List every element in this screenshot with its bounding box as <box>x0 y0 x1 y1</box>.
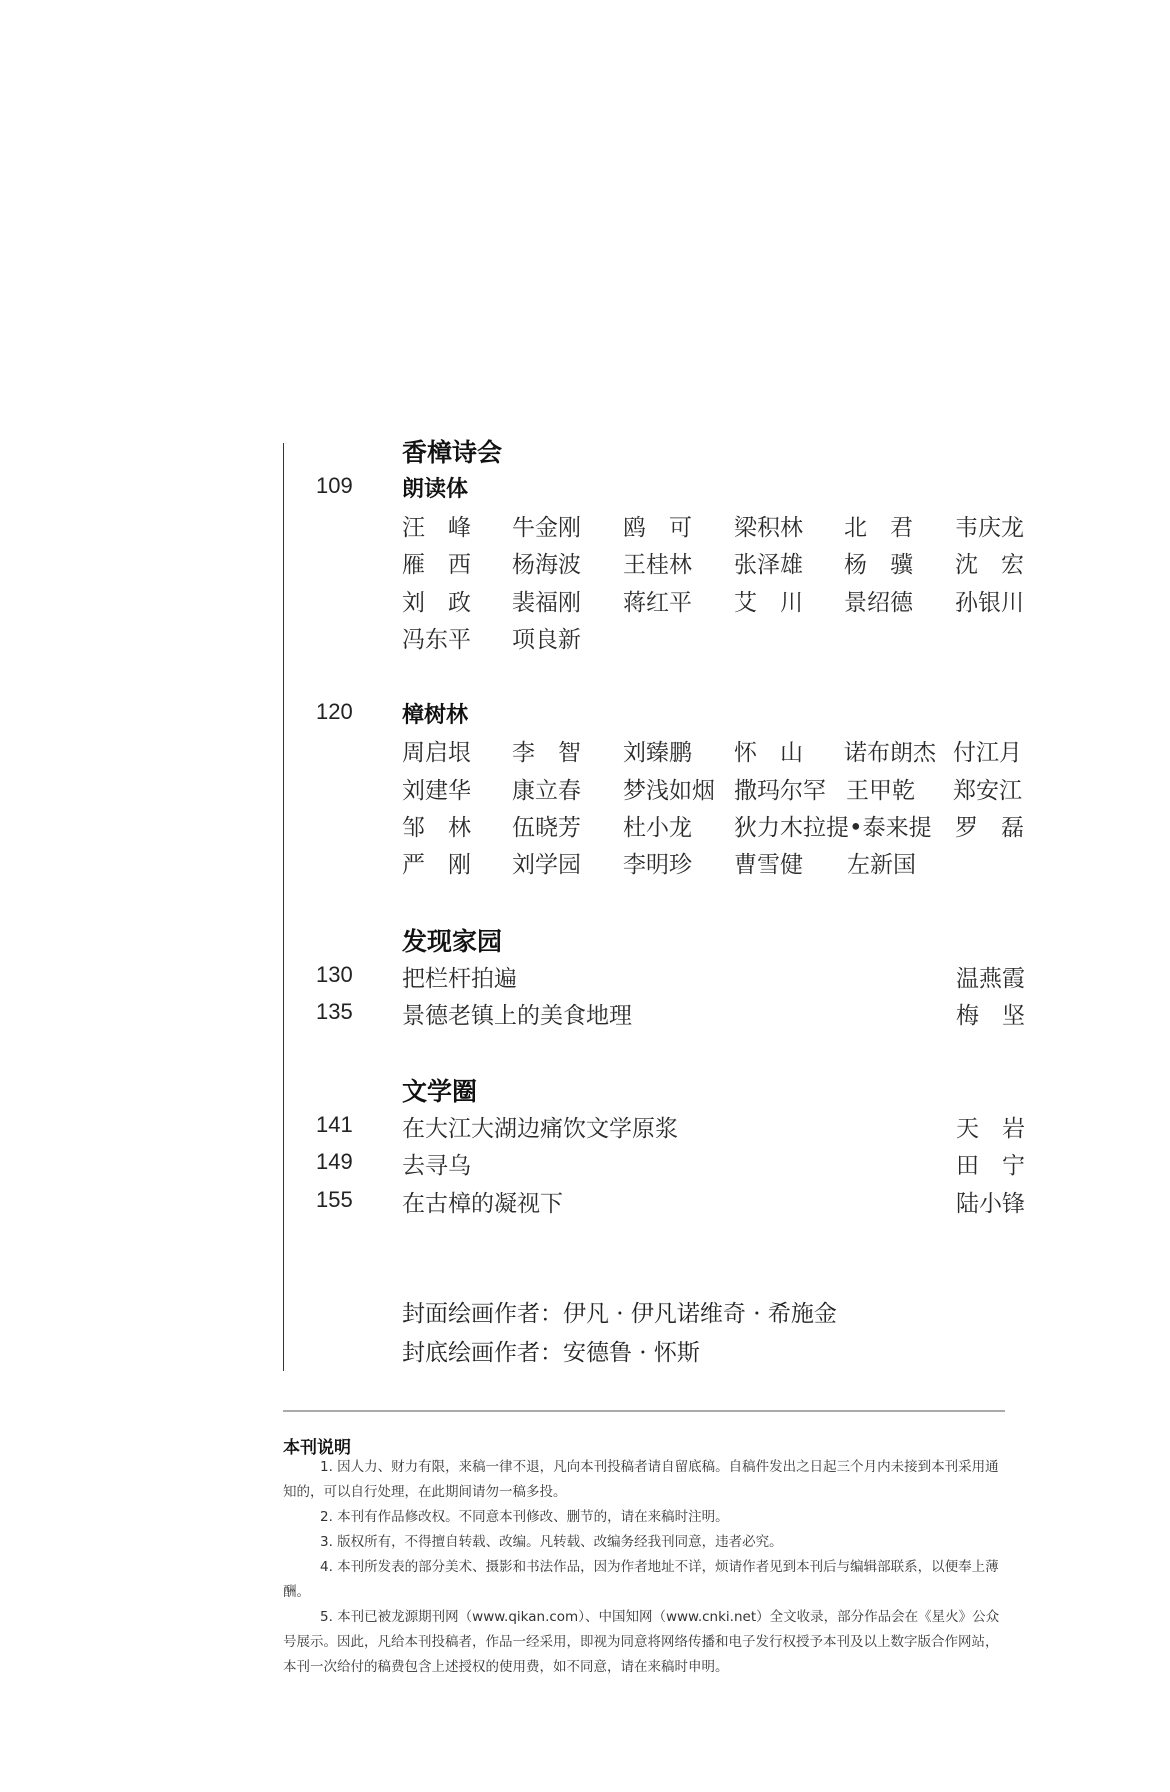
notice-paragraph: 5. 本刊已被龙源期刊网（www.qikan.com）、中国知网（www.cnki.net）全文收录，部分作品会在《星火》公众号展示。因此，凡给本刊投稿者，作品一经采用，即视为同意将网络传播和电子发行权授予本刊及以上数字版合作网站，本刊一次给付的稿费包含上述授权的使用费，如不同意，请在来稿时申明。 <box>283 1609 1000 1675</box>
page-number: 141 <box>316 1112 353 1137</box>
poet-name: 伍晓芳 <box>512 815 581 841</box>
poet-name: 郑安江 <box>953 778 1022 804</box>
article-author: 陆小锋 <box>956 1191 1025 1217</box>
poet-name: 孙银川 <box>955 590 1024 616</box>
poet-name: 刘臻鹏 <box>623 740 692 766</box>
article-title: 景德老镇上的美食地理 <box>402 1003 632 1029</box>
page-number: 149 <box>316 1149 353 1174</box>
poet-name: 蒋红平 <box>623 590 692 616</box>
notice-paragraph: 1. 因人力、财力有限，来稿一律不退，凡向本刊投稿者请自留底稿。自稿件发出之日起三个月内未接到本刊采用通知的，可以自行处理，在此期间请勿一稿多投。 <box>283 1459 999 1500</box>
poet-name: 北 君 <box>844 515 913 541</box>
poet-name: 牛金刚 <box>512 515 581 541</box>
subsection-title-zhangshulin: 樟树林 <box>402 703 469 728</box>
section-title-wenxue: 文学圈 <box>402 1077 478 1106</box>
poet-name: 怀 山 <box>734 740 803 766</box>
notice-paragraph: 3. 版权所有，不得擅自转载、改编。凡转载、改编务经我刊同意，违者必究。 <box>320 1534 783 1550</box>
poet-name: 张泽雄 <box>734 552 803 578</box>
poet-name: 冯东平 <box>402 627 471 653</box>
poet-name: 景绍德 <box>844 590 913 616</box>
article-author: 天 岩 <box>956 1116 1025 1142</box>
section-title-xiangzhang: 香樟诗会 <box>402 438 503 467</box>
poet-name: 罗 磊 <box>955 815 1024 841</box>
poet-name: 曹雪健 <box>734 852 803 878</box>
poet-name: 梦浅如烟 <box>623 778 715 804</box>
article-author: 温燕霞 <box>956 966 1025 992</box>
poet-name: 李明珍 <box>623 852 692 878</box>
subsection-title-langdu: 朗读体 <box>402 477 469 502</box>
article-title: 在古樟的凝视下 <box>402 1191 563 1217</box>
notice-paragraph: 4. 本刊所发表的部分美术、摄影和书法作品，因为作者地址不详，烦请作者见到本刊后与编辑部联系，以便奉上薄酬。 <box>283 1559 999 1600</box>
poet-name: 艾 川 <box>734 590 803 616</box>
article-title: 去寻乌 <box>402 1153 471 1179</box>
page-number: 135 <box>316 999 353 1024</box>
back-cover-credit: 封底绘画作者：安德鲁 · 怀斯 <box>402 1340 700 1366</box>
article-title: 把栏杆拍遍 <box>402 966 517 992</box>
poet-name: 诺布朗杰 <box>844 740 936 766</box>
page-number-langdu: 109 <box>316 473 353 498</box>
article-author: 田 宁 <box>956 1153 1025 1179</box>
article-title: 在大江大湖边痛饮文学原浆 <box>402 1116 678 1142</box>
poet-name: 鸥 可 <box>623 515 692 541</box>
poet-name: 邹 林 <box>402 815 471 841</box>
poet-name: 刘 政 <box>402 590 471 616</box>
article-author: 梅 坚 <box>956 1003 1025 1029</box>
poet-name: 康立春 <box>512 778 581 804</box>
poet-name: 杜小龙 <box>623 815 692 841</box>
poet-name: 撒玛尔罕 <box>734 778 826 804</box>
poet-name: 韦庆龙 <box>955 515 1024 541</box>
poet-name: 左新国 <box>847 852 916 878</box>
poet-name: 王桂林 <box>623 552 692 578</box>
poet-name: 项良新 <box>512 627 581 653</box>
vertical-rule <box>283 443 284 1371</box>
poet-name: 刘学园 <box>512 852 581 878</box>
notice-title: 本刊说明 <box>283 1438 351 1458</box>
poet-name: 付江月 <box>953 740 1022 766</box>
poet-name: 雁 西 <box>402 552 471 578</box>
poet-name: 杨海波 <box>512 552 581 578</box>
poet-name: 李 智 <box>512 740 581 766</box>
notice-paragraph: 2. 本刊有作品修改权。不同意本刊修改、删节的，请在来稿时注明。 <box>320 1509 729 1525</box>
section-title-faxian: 发现家园 <box>402 927 503 956</box>
poet-name: 梁积林 <box>734 515 803 541</box>
page-number: 155 <box>316 1187 353 1212</box>
poet-name: 王甲乾 <box>846 778 915 804</box>
page-number-zhangshulin: 120 <box>316 699 353 724</box>
poet-name: 沈 宏 <box>955 552 1024 578</box>
page-number: 130 <box>316 962 353 987</box>
poet-name: 周启垠 <box>402 740 471 766</box>
notice-body <box>283 1455 1005 1680</box>
poet-name: 严 刚 <box>402 852 471 878</box>
poet-name: 狄力木拉提•泰来提 <box>734 815 932 841</box>
horizontal-rule <box>283 1410 1005 1412</box>
cover-credit: 封面绘画作者：伊凡 · 伊凡诺维奇 · 希施金 <box>402 1301 837 1327</box>
poet-name: 杨 骥 <box>844 552 913 578</box>
poet-name: 汪 峰 <box>402 515 471 541</box>
poet-name: 裴福刚 <box>512 590 581 616</box>
poet-name: 刘建华 <box>402 778 471 804</box>
